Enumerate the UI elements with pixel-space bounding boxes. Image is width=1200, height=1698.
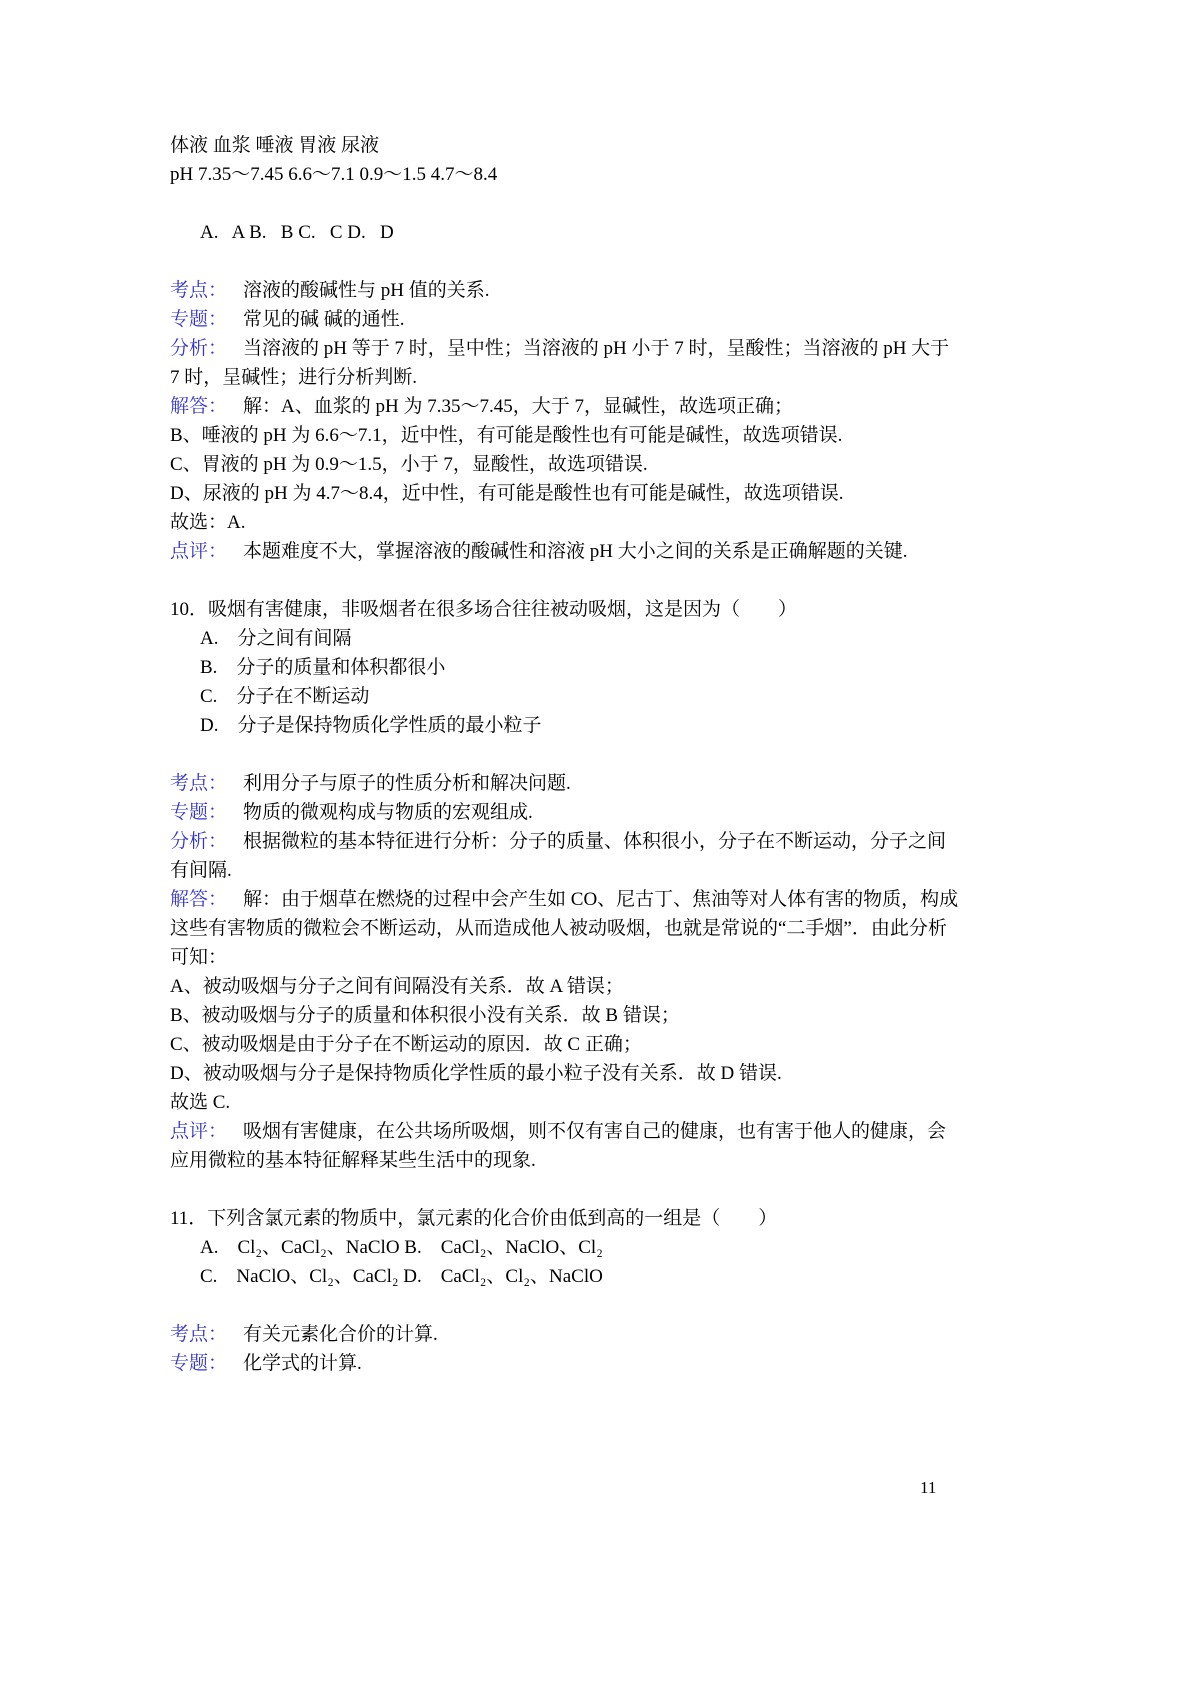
q10-option-a: A. 分之间有间隔 <box>200 628 352 649</box>
q9-fenxi-text: 当溶液的 pH 等于 7 时，呈中性；当溶液的 pH 小于 7 时，呈酸性；当溶液的 pH 大于 7 时，呈碱性；进行分析判断. <box>170 338 954 388</box>
q10-zhuanti-text: 物质的微观构成与物质的宏观组成. <box>243 802 533 823</box>
q9-kaodian-text: 溶液的酸碱性与 pH 值的关系. <box>243 280 490 301</box>
q9-zhuanti-text: 常见的碱 碱的通性. <box>243 309 405 330</box>
q9-fenxi-line <box>170 334 962 392</box>
q9-guxuan: 故选：A. <box>170 512 246 533</box>
spacer <box>170 566 962 595</box>
q9-jieda-option-c: C、胃液的 pH 为 0.9～1.5，小于 7，显酸性，故选项错误. <box>170 454 648 475</box>
spacer <box>170 189 962 218</box>
q9-jieda-option-d: D、尿液的 pH 为 4.7～8.4，近中性，有可能是酸性也有可能是碱性，故选项错误. <box>170 483 844 504</box>
q11-zhuanti-text: 化学式的计算. <box>243 1353 362 1374</box>
q9-dianping-text: 本题难度不大，掌握溶液的酸碱性和溶液 pH 大小之间的关系是正确解题的关键. <box>243 541 908 562</box>
q10-jieda-option-b: B、被动吸烟与分子的质量和体积很小没有关系．故 B 错误； <box>170 1005 680 1026</box>
q10-zhuanti-line <box>170 798 962 827</box>
q11-kaodian-line <box>170 1320 962 1349</box>
q10-option-b: B. 分子的质量和体积都很小 <box>200 657 446 678</box>
q10-jieda-line <box>170 885 962 972</box>
kaodian-label: 考点： <box>170 773 228 794</box>
q10-guxuan: 故选 C. <box>170 1092 231 1113</box>
q10-fenxi-line <box>170 827 962 885</box>
jieda-label: 解答： <box>170 396 228 417</box>
spacer <box>170 247 962 276</box>
spacer <box>170 1291 962 1320</box>
q11-stem: 11．下列含氯元素的物质中，氯元素的化合价由低到高的一组是（ ） <box>170 1208 778 1229</box>
q10-jieda-text: 解：由于烟草在燃烧的过程中会产生如 CO、尼古丁、焦油等对人体有害的物质，构成这些有害物质的微粒会不断运动，从而造成他人被动吸烟，也就是常说的“二手烟”．由此分析可知： <box>170 889 959 968</box>
q9-dianping-line <box>170 537 962 566</box>
q9-table-header: 体液 血浆 唾液 胃液 尿液 <box>170 135 380 156</box>
dianping-label: 点评： <box>170 1121 228 1142</box>
q9-jieda-line <box>170 392 962 421</box>
q11-kaodian-text: 有关元素化合价的计算. <box>243 1324 438 1345</box>
fenxi-label: 分析： <box>170 831 228 852</box>
q10-jieda-option-c: C、被动吸烟是由于分子在不断运动的原因．故 C 正确； <box>170 1034 642 1055</box>
q10-dianping-text: 吸烟有害健康，在公共场所吸烟，则不仅有害自己的健康，也有害于他人的健康，会应用微粒的基本特征解释某些生活中的现象. <box>170 1121 947 1171</box>
q10-stem: 10．吸烟有害健康，非吸烟者在很多场合往往被动吸烟，这是因为（ ） <box>170 599 798 620</box>
q9-jieda-text: 解：A、血浆的 pH 为 7.35～7.45，大于 7，显碱性，故选项正确； <box>243 396 793 417</box>
fenxi-label: 分析： <box>170 338 228 359</box>
q11-options-line-1: A. Cl₂、CaCl₂、NaClO B. CaCl₂、NaClO、Cl₂ <box>200 1237 603 1258</box>
q10-fenxi-text: 根据微粒的基本特征进行分析：分子的质量、体积很小，分子在不断运动，分子之间有间隔. <box>170 831 947 881</box>
q10-kaodian-text: 利用分子与原子的性质分析和解决问题. <box>243 773 571 794</box>
q11-options-line-2: C. NaClO、Cl₂、CaCl₂ D. CaCl₂、Cl₂、NaClO <box>200 1266 603 1287</box>
spacer <box>170 1175 962 1204</box>
q9-kaodian-line <box>170 276 962 305</box>
q9-jieda-option-b: B、唾液的 pH 为 6.6～7.1，近中性，有可能是酸性也有可能是碱性，故选项错误. <box>170 425 843 446</box>
kaodian-label: 考点： <box>170 1324 228 1345</box>
zhuanti-label: 专题： <box>170 802 228 823</box>
spacer <box>170 740 962 769</box>
q10-option-d: D. 分子是保持物质化学性质的最小粒子 <box>200 715 542 736</box>
zhuanti-label: 专题： <box>170 309 228 330</box>
q10-option-c: C. 分子在不断运动 <box>200 686 370 707</box>
q10-dianping-line <box>170 1117 962 1175</box>
kaodian-label: 考点： <box>170 280 228 301</box>
q11-zhuanti-line <box>170 1349 962 1378</box>
jieda-label: 解答： <box>170 889 228 910</box>
zhuanti-label: 专题： <box>170 1353 228 1374</box>
q10-jieda-option-d: D、被动吸烟与分子是保持物质化学性质的最小粒子没有关系．故 D 错误. <box>170 1063 782 1084</box>
q9-table-values: pH 7.35～7.45 6.6～7.1 0.9～1.5 4.7～8.4 <box>170 164 498 185</box>
page-number: 11 <box>920 1478 937 1497</box>
dianping-label: 点评： <box>170 541 228 562</box>
q10-kaodian-line <box>170 769 962 798</box>
q9-zhuanti-line <box>170 305 962 334</box>
q10-jieda-option-a: A、被动吸烟与分子之间有间隔没有关系．故 A 错误； <box>170 976 624 997</box>
q9-answer-line: A. A B. B C. C D. D <box>200 222 394 243</box>
